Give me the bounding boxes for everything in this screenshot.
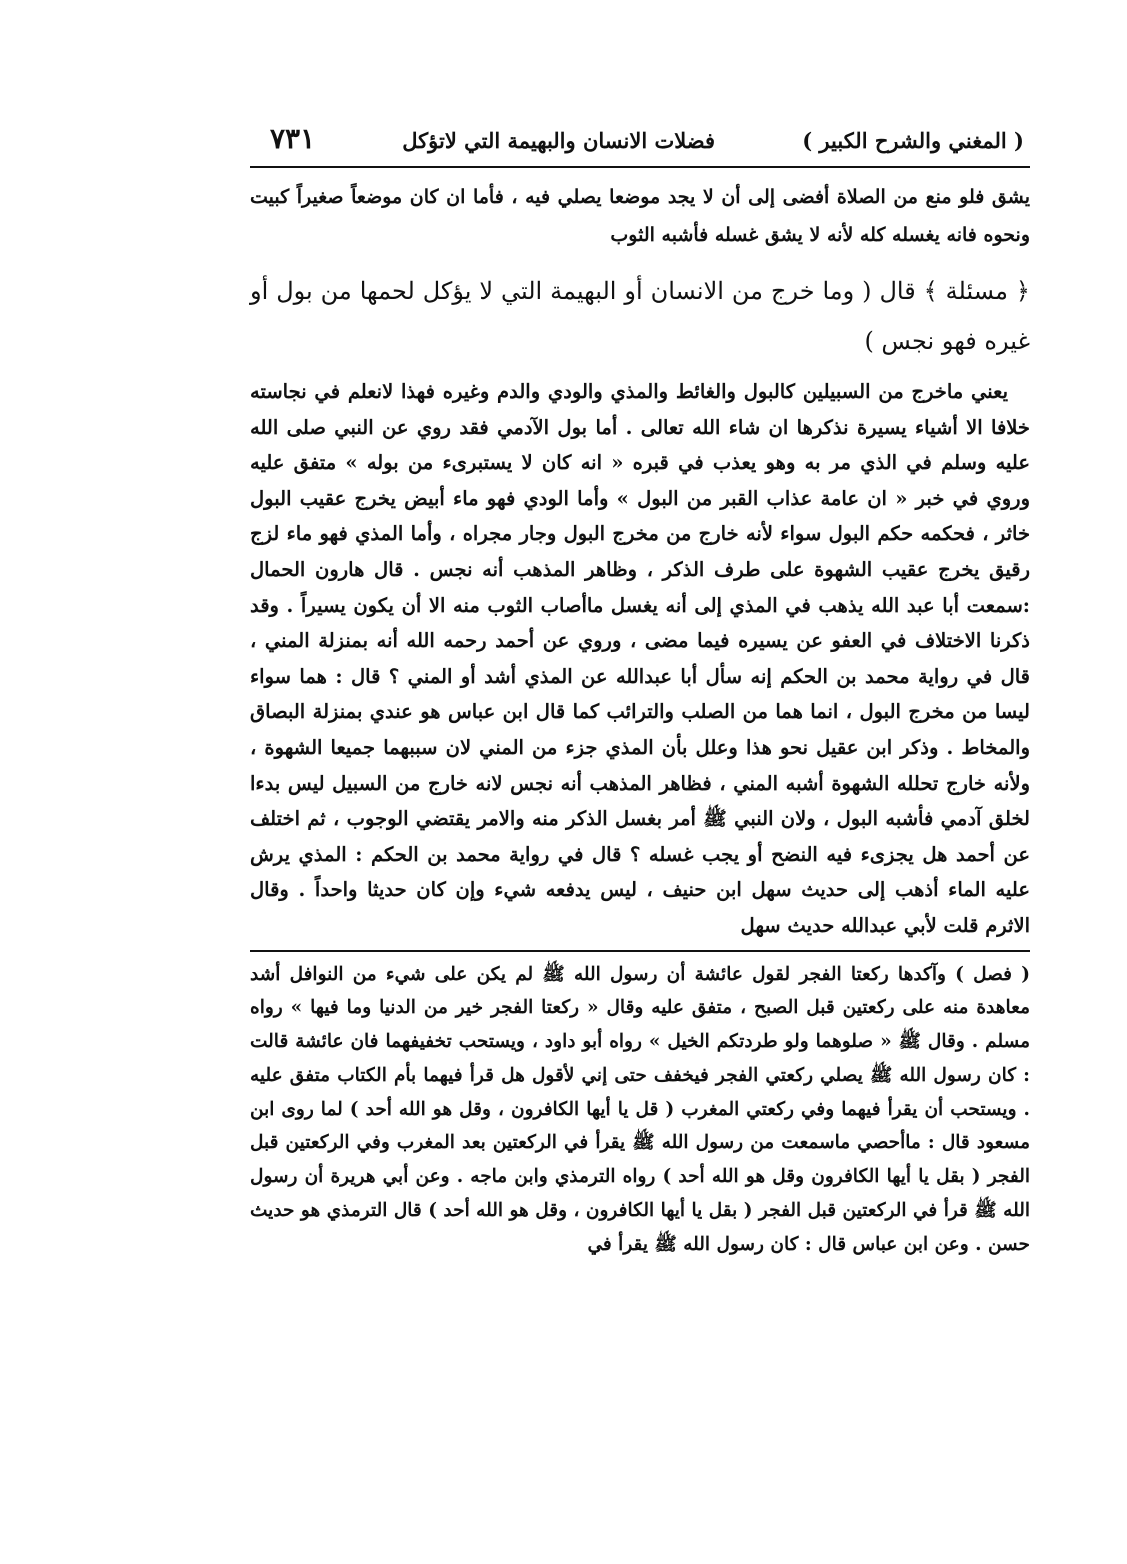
commentary-text: يعني ماخرج من السبيلين كالبول والغائط والمذي والودي والدم وغيره فهذا لانعلم في نجاسته خلافا الا أشياء يسيرة نذكرها ان شاء الله تعالى . أما بول الآدمي فقد روي عن النبي صلى الله عليه وسلم في الذي مر به وهو يعذب في قبره « انه كان لا يستبرىء من بوله » متفق عليه وروي في خبر « ان عامة عذاب القبر من البول » وأما الودي فهو ماء أبيض يخرج عقيب البول خاثر ، فحكمه حكم البول سواء لأنه خارج من مخرج البول وجار مجراه ، وأما المذي فهو ماء لزج رقيق يخرج عقيب الشهوة على طرف الذكر ، وظاهر المذهب أنه نجس . قال هارون الحمال :سمعت أبا عبد الله يذهب في المذي إلى أنه يغسل ماأصاب الثوب منه الا أن يكون يسيراً . وقد ذكرنا الاختلاف في العفو عن يسيره فيما مضى ، وروي عن أحمد رحمه الله أنه بمنزلة المني ، قال في رواية محمد بن الحكم إنه سأل أبا عبدالله عن المذي أشد أو المني ؟ قال : هما سواء ليسا من مخرج البول ، انما هما من الصلب والترائب كما قال ابن عباس هو عندي بمنزلة البصاق والمخاط . وذكر ابن عقيل نحو هذا وعلل بأن المذي جزء من المني لان سببهما جميعا الشهوة ، ولأنه خارج تحلله الشهوة أشبه المني ، فظاهر المذهب أنه نجس لانه خارج من السبيل ليس بدءا لخلق آدمي فأشبه البول ، ولان النبي ﷺ أمر بغسل الذكر منه والامر يقتضي الوجوب ، ثم اختلف عن أحمد هل يجزىء فيه النضح أو يجب غسله ؟ قال في رواية محمد بن الحكم : المذي يرش عليه الماء أذهب إلى حديث سهل ابن حنيف ، ليس يدفعه شيء وإن كان حديثا واحداً . وقال الاثرم قلت لأبي عبدالله حديث سهل bbox=[250, 380, 1031, 937]
intro-paragraph bbox=[250, 178, 1030, 254]
commentary-paragraph bbox=[250, 374, 1030, 944]
footnote-divider bbox=[250, 950, 1030, 952]
book-page bbox=[250, 122, 1030, 1262]
section-title: فضلات الانسان والبهيمة التي لاتؤكل bbox=[402, 128, 716, 153]
book-title: ( المغني والشرح الكبير ) bbox=[802, 128, 1024, 153]
footnote-section bbox=[250, 958, 1030, 1262]
issue-text: ﴿ مسئلة ﴾ قال ( وما خرج من الانسان أو البهيمة التي لا يؤكل لحمها من بول أو غيره فهو نجس ) bbox=[250, 277, 1030, 355]
footnote-text: ( فصل ) وآكدها ركعتا الفجر لقول عائشة أن رسول الله ﷺ لم يكن على شيء من النوافل أشد معاهدة منه على ركعتين قبل الصبح ، متفق عليه وقال « ركعتا الفجر خير من الدنيا وما فيها » رواه مسلم . وقال ﷺ « صلوهما ولو طردتكم الخيل » رواه أبو داود ، ويستحب تخفيفهما فان عائشة قالت : كان رسول الله ﷺ يصلي ركعتي الفجر فيخفف حتى إني لأقول هل قرأ فيهما بأم الكتاب متفق عليه . ويستحب أن يقرأ فيهما وفي ركعتي المغرب ( قل يا أيها الكافرون ، وقل هو الله أحد ) لما روى ابن مسعود قال : ماأحصي ماسمعت من رسول الله ﷺ يقرأ في الركعتين بعد المغرب وفي الركعتين قبل الفجر ( بقل يا أيها الكافرون وقل هو الله أحد ) رواه الترمذي وابن ماجه . وعن أبي هريرة أن رسول الله ﷺ قرأ في الركعتين قبل الفجر ( بقل يا أيها الكافرون ، وقل هو الله أحد ) قال الترمذي هو حديث حسن . وعن ابن عباس قال : كان رسول الله ﷺ يقرأ في bbox=[250, 963, 1030, 1255]
page-number: ٧٣١ bbox=[270, 122, 316, 155]
issue-heading bbox=[250, 266, 1030, 366]
intro-text: يشق فلو منع من الصلاة أفضى إلى أن لا يجد موضعا يصلي فيه ، فأما ان كان موضعاً صغيراً كبيت ونحوه فانه يغسله كله لأنه لا يشق غسله فأشبه الثوب bbox=[250, 186, 1030, 246]
page-header bbox=[250, 122, 1030, 168]
